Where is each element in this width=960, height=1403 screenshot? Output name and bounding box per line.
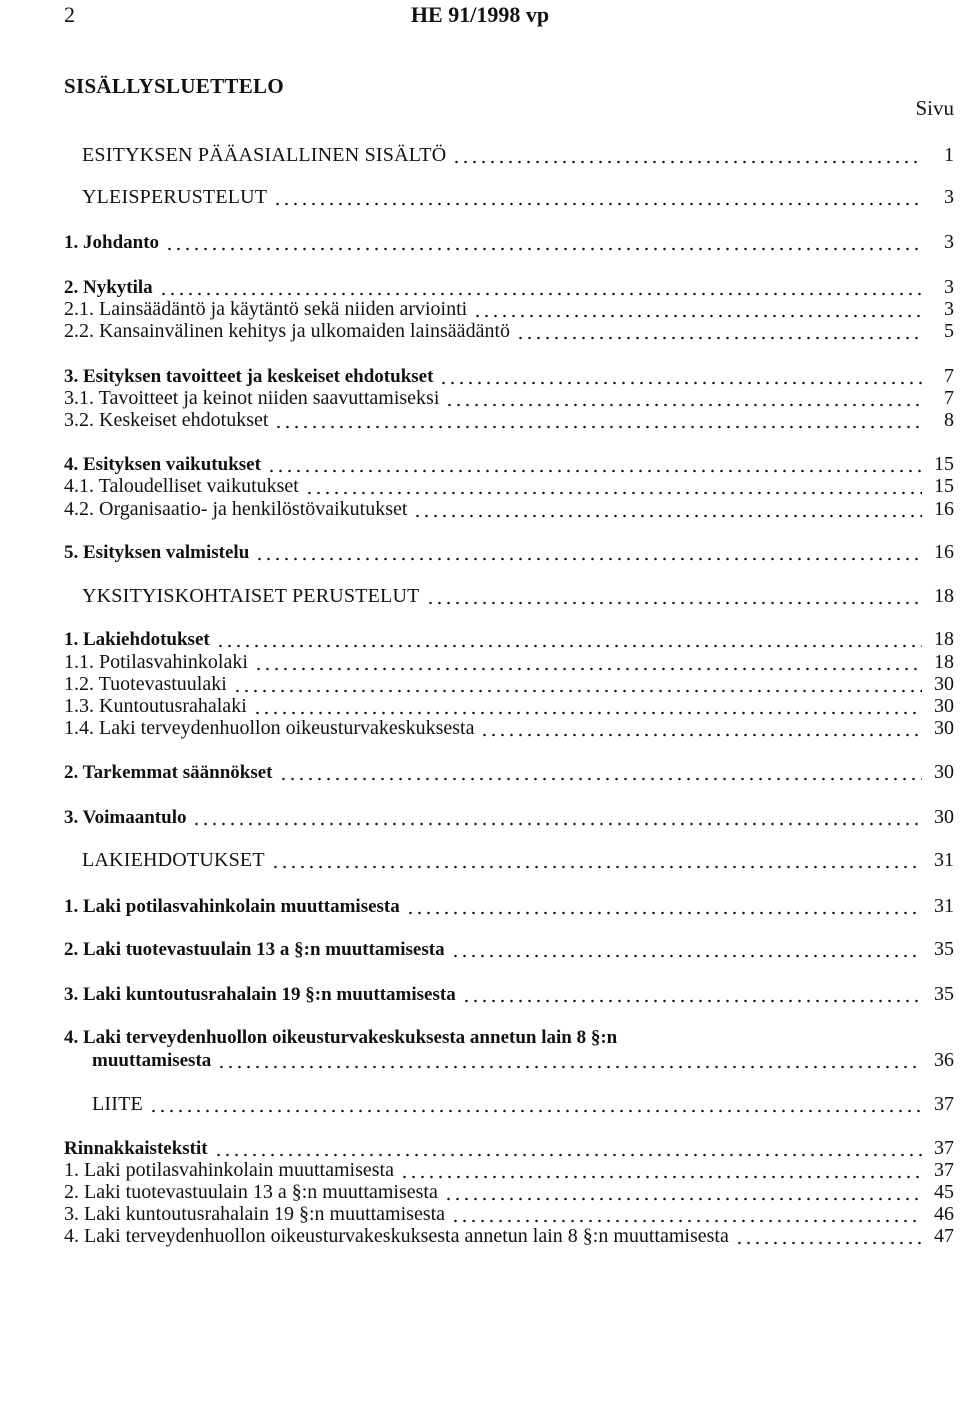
- dot-leader: [165, 247, 922, 251]
- toc-entry: [92, 1092, 954, 1116]
- toc-entry: [64, 805, 954, 829]
- dot-leader: [473, 314, 922, 318]
- toc-entry: [64, 474, 954, 498]
- toc-entry-title: 4. Laki terveydenhuollon oikeusturvakeskuksesta annetun lain 8 §:n muuttamisesta: [64, 1225, 729, 1247]
- toc-entry-title: 1. Lakiehdotukset: [64, 629, 210, 650]
- toc-entry-title: muuttamisesta: [92, 1050, 212, 1071]
- toc-entry-page: 30: [934, 717, 954, 739]
- toc-entry-title: LAKIEHDOTUKSET: [82, 849, 265, 871]
- toc-entry: [64, 1180, 954, 1204]
- toc-entry-page: 7: [944, 387, 954, 409]
- toc-entry-title: 4.1. Taloudelliset vaikutukset: [64, 475, 299, 497]
- toc-entry-title: 5. Esityksen valmistelu: [64, 542, 250, 563]
- toc-entry-title: 1.3. Kuntoutusrahalaki: [64, 695, 247, 717]
- toc-entry: [64, 982, 954, 1006]
- toc-entry-page: 45: [934, 1181, 954, 1203]
- dot-leader: [735, 1241, 922, 1245]
- dot-leader: [426, 601, 922, 605]
- dot-leader: [444, 1197, 922, 1201]
- dot-leader: [445, 403, 922, 407]
- toc-entry-title: 2. Laki tuotevastuulain 13 a §:n muuttamisesta: [64, 939, 445, 960]
- toc-entry: [64, 364, 954, 388]
- toc-entry: [64, 1158, 954, 1182]
- dot-leader: [279, 777, 923, 781]
- toc-entry-page: 37: [934, 1159, 954, 1181]
- toc-entry-title: YKSITYISKOHTAISET PERUSTELUT: [82, 585, 420, 607]
- dot-leader: [216, 644, 922, 648]
- dot-leader: [273, 202, 922, 206]
- toc-entry-title: 3. Laki kuntoutusrahalain 19 §:n muuttamisesta: [64, 1203, 446, 1225]
- dot-leader: [480, 733, 922, 737]
- toc-entry-title: LIITE: [92, 1093, 143, 1115]
- toc-entry-page: 18: [934, 585, 954, 607]
- toc-entry-page: 8: [944, 409, 954, 431]
- toc-entry-title: 3. Esityksen tavoitteet ja keskeiset ehdotukset: [64, 366, 434, 387]
- toc-entry: [64, 497, 954, 521]
- toc-entry: [64, 650, 954, 674]
- toc-entry-title: 1. Laki potilasvahinkolain muuttamisesta: [64, 1159, 394, 1181]
- toc-entry: [64, 694, 954, 718]
- dot-leader: [255, 557, 922, 561]
- toc-entry-page: 30: [934, 806, 954, 828]
- toc-entry-title: 2.1. Lainsäädäntö ja käytäntö sekä niiden arviointi: [64, 298, 468, 320]
- toc-entry: [92, 1048, 954, 1072]
- toc-entry-title: 1.2. Tuotevastuulaki: [64, 673, 227, 695]
- toc-entry-title: 4. Esityksen vaikutukset: [64, 454, 261, 475]
- toc-entry: [64, 1136, 954, 1160]
- toc-entry-page: 5: [944, 320, 954, 342]
- toc-entry: [82, 584, 954, 608]
- dot-leader: [451, 954, 922, 958]
- toc-entry-page: 7: [944, 365, 954, 387]
- toc-entry-page: 3: [944, 231, 954, 253]
- toc-entry-title: 2. Tarkemmat säännökset: [64, 762, 273, 783]
- page-column-label: Sivu: [915, 96, 954, 120]
- toc-entry-title: 3.2. Keskeiset ehdotukset: [64, 409, 269, 431]
- toc-entry-title: 1. Laki potilasvahinkolain muuttamisesta: [64, 896, 400, 917]
- document-id: HE 91/1998 vp: [410, 2, 550, 27]
- toc-entry-title: YLEISPERUSTELUT: [82, 186, 268, 208]
- toc-entry-page: 16: [934, 498, 954, 520]
- toc-entry: [64, 540, 954, 564]
- toc-entry-page: 3: [944, 276, 954, 298]
- toc-entry: [64, 297, 954, 321]
- dot-leader: [439, 381, 922, 385]
- toc-entry-page: 37: [934, 1137, 954, 1159]
- toc-entry: [64, 672, 954, 696]
- dot-leader: [271, 865, 922, 869]
- toc-entry-page: 30: [934, 695, 954, 717]
- dot-leader: [267, 469, 922, 473]
- toc-entry-title: 4. Laki terveydenhuollon oikeusturvakeskuksesta annetun lain 8 §:n: [64, 1027, 618, 1048]
- toc-entry: [64, 275, 954, 299]
- toc-entry-page: 30: [934, 673, 954, 695]
- dot-leader: [452, 160, 922, 164]
- dot-leader: [406, 911, 922, 915]
- toc-entry-title: 2. Nykytila: [64, 277, 153, 298]
- toc-entry: [64, 230, 954, 254]
- toc-entry-page: 15: [934, 453, 954, 475]
- toc-entry: [64, 452, 954, 476]
- toc-entry-page: 30: [934, 761, 954, 783]
- toc-entry-title: 1. Johdanto: [64, 232, 160, 253]
- toc-entry-page: 47: [934, 1225, 954, 1247]
- toc-entry: [64, 1224, 954, 1248]
- dot-leader: [214, 1153, 922, 1157]
- toc-entry: [64, 716, 954, 740]
- toc-entry-page: 3: [944, 298, 954, 320]
- dot-leader: [305, 491, 922, 495]
- toc-entry: [64, 894, 954, 918]
- dot-leader: [159, 292, 922, 296]
- dot-leader: [254, 667, 922, 671]
- dot-leader: [253, 711, 922, 715]
- toc-entry-page: 35: [934, 938, 954, 960]
- toc-entry-page: 3: [944, 186, 954, 208]
- dot-leader: [274, 425, 922, 429]
- toc-entry-title: ESITYKSEN PÄÄASIALLINEN SISÄLTÖ: [82, 144, 447, 166]
- page-number: 2: [64, 2, 75, 27]
- toc-entry-title: 1.1. Potilasvahinkolaki: [64, 651, 248, 673]
- dot-leader: [462, 999, 922, 1003]
- toc-entry: [64, 1026, 954, 1050]
- toc-entry-page: 36: [934, 1049, 954, 1071]
- toc-entry-page: 35: [934, 983, 954, 1005]
- toc-entry-title: 1.4. Laki terveydenhuollon oikeusturvakeskuksesta: [64, 717, 475, 739]
- toc-entry: [82, 185, 954, 209]
- toc-entry-title: Rinnakkaistekstit: [64, 1138, 208, 1159]
- toc-entry: [64, 319, 954, 343]
- dot-leader: [233, 689, 922, 693]
- toc-entry-page: 18: [934, 651, 954, 673]
- toc-entry-page: 31: [934, 895, 954, 917]
- dot-leader: [451, 1219, 922, 1223]
- toc-entry: [64, 386, 954, 410]
- dot-leader: [149, 1109, 922, 1113]
- toc-entry: [64, 408, 954, 432]
- toc-entry: [82, 848, 954, 872]
- toc-title: SISÄLLYSLUETTELO: [64, 74, 284, 98]
- toc-entry-page: 1: [944, 144, 954, 166]
- dot-leader: [217, 1065, 922, 1069]
- toc-entry-title: 2.2. Kansainvälinen kehitys ja ulkomaiden lainsäädäntö: [64, 320, 510, 342]
- toc-entry-page: 46: [934, 1203, 954, 1225]
- toc-entry-page: 15: [934, 475, 954, 497]
- toc-entry-title: 3. Voimaantulo: [64, 807, 187, 828]
- toc-entry-title: 3.1. Tavoitteet ja keinot niiden saavuttamiseksi: [64, 387, 440, 409]
- toc-entry: [64, 760, 954, 784]
- toc-entry: [64, 937, 954, 961]
- toc-entry-page: 31: [934, 849, 954, 871]
- dot-leader: [413, 514, 922, 518]
- toc-entry-title: 2. Laki tuotevastuulain 13 a §:n muuttamisesta: [64, 1181, 438, 1203]
- toc-entry: [64, 1202, 954, 1226]
- toc-entry: [82, 143, 954, 167]
- toc-entry-page: 18: [934, 628, 954, 650]
- toc-entry-page: 16: [934, 541, 954, 563]
- dot-leader: [192, 822, 922, 826]
- dot-leader: [516, 336, 922, 340]
- toc-entry-title: 4.2. Organisaatio- ja henkilöstövaikutukset: [64, 498, 408, 520]
- toc-entry: [64, 627, 954, 651]
- toc-entry-title: 3. Laki kuntoutusrahalain 19 §:n muuttamisesta: [64, 984, 456, 1005]
- toc-entry-page: 37: [934, 1093, 954, 1115]
- dot-leader: [400, 1175, 922, 1179]
